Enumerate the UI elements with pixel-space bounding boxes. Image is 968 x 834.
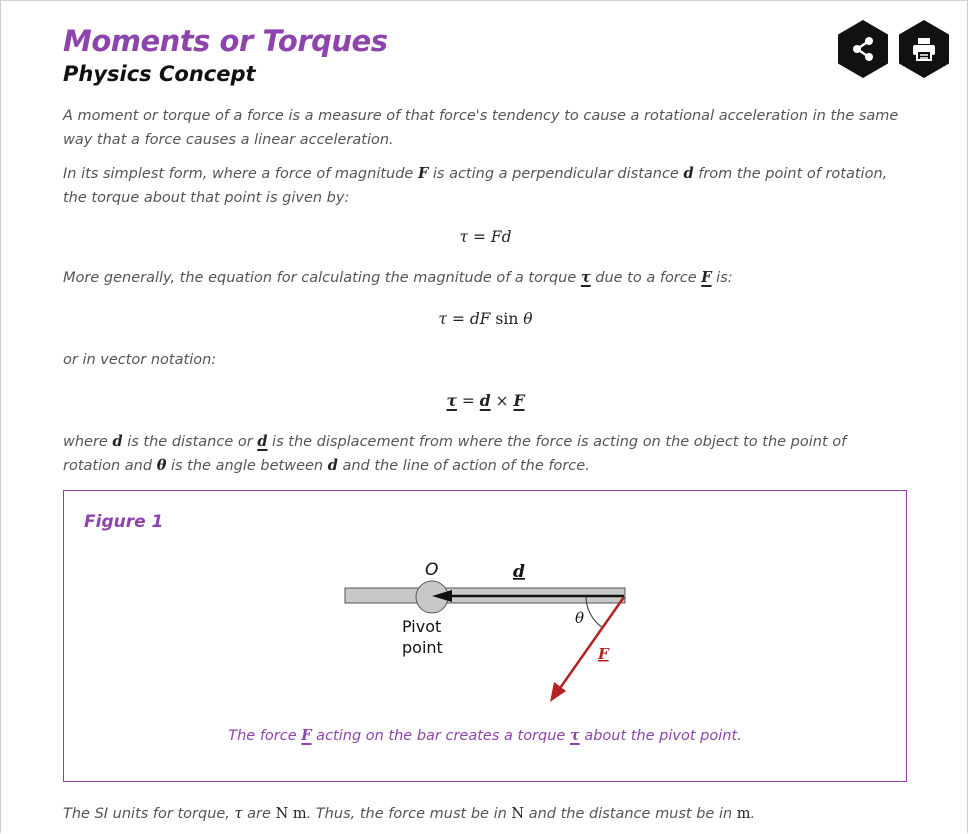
text-segment: is the angle between bbox=[166, 458, 328, 474]
text-segment: about the pivot point. bbox=[579, 728, 742, 744]
vec-d: d bbox=[257, 433, 268, 450]
label-theta: θ bbox=[575, 609, 585, 627]
text-segment: The force bbox=[228, 728, 302, 744]
eq-equals: = bbox=[446, 310, 470, 328]
torque-diagram bbox=[330, 550, 650, 710]
eq-cross: × bbox=[490, 392, 514, 410]
text-segment: is the displacement from where the force is acting on the object to the point of rotation and bbox=[63, 434, 847, 474]
text-segment: and the line of action of the force. bbox=[337, 458, 590, 474]
text-segment: More generally, the equation for calculating the magnitude of a torque bbox=[63, 270, 581, 286]
var-theta: θ bbox=[156, 457, 167, 474]
label-pivot-2: point bbox=[402, 638, 443, 657]
equation-sine bbox=[63, 310, 908, 328]
var-d: d bbox=[112, 433, 123, 450]
print-icon bbox=[910, 35, 938, 63]
eq-rhs: Fd bbox=[490, 228, 512, 246]
eq-lhs: τ bbox=[459, 228, 469, 246]
var-d: d bbox=[327, 457, 338, 474]
share-icon bbox=[850, 36, 876, 62]
page-subtitle: Physics Concept bbox=[63, 62, 256, 86]
vector-notation-label: or in vector notation: bbox=[63, 352, 217, 368]
unit-newton: N bbox=[511, 806, 525, 822]
vec-F: F bbox=[513, 391, 525, 410]
text-segment: is acting a perpendicular distance bbox=[428, 166, 684, 182]
eq-equals: = bbox=[456, 392, 480, 410]
figure-caption bbox=[63, 727, 907, 744]
label-O: O bbox=[425, 560, 439, 580]
page-title: Moments or Torques bbox=[63, 24, 388, 58]
vec-F: F bbox=[701, 269, 712, 286]
eq-lhs: τ bbox=[438, 310, 447, 328]
equation-scalar bbox=[63, 228, 908, 246]
text-segment: The SI units for torque, bbox=[63, 806, 235, 822]
eq-equals: = bbox=[468, 228, 491, 246]
vec-tau: τ bbox=[569, 727, 580, 744]
eq-rhs: dF bbox=[469, 310, 491, 328]
eq-theta: θ bbox=[523, 310, 533, 328]
force-arrow-line bbox=[558, 597, 624, 691]
label-pivot-1: Pivot bbox=[402, 617, 442, 636]
intro-paragraph: A moment or torque of a force is a measure of that force's tendency to cause a rotational acceleration in the same way that a force causes a linear acceleration. bbox=[63, 108, 899, 148]
equation-vector bbox=[63, 391, 908, 410]
var-tau: τ bbox=[234, 806, 243, 822]
vec-F: F bbox=[301, 727, 312, 744]
unit-metre: m bbox=[736, 806, 751, 822]
eq-sin: sin bbox=[490, 310, 524, 328]
text-segment: In its simplest form, where a force of magnitude bbox=[63, 166, 418, 182]
text-segment: and the distance must be in bbox=[524, 806, 737, 822]
vec-d: d bbox=[479, 391, 491, 410]
text-segment: . bbox=[750, 806, 756, 822]
var-F: F bbox=[417, 165, 429, 182]
text-segment: is the distance or bbox=[122, 434, 258, 450]
text-segment: due to a force bbox=[590, 270, 702, 286]
text-segment: is: bbox=[711, 270, 733, 286]
simplest-form-paragraph bbox=[63, 162, 908, 210]
figure-title: Figure 1 bbox=[84, 512, 164, 532]
definitions-paragraph bbox=[63, 430, 908, 478]
text-segment: . Thus, the force must be in bbox=[306, 806, 512, 822]
label-d: d bbox=[513, 562, 525, 582]
vec-tau: τ bbox=[580, 269, 591, 286]
vec-tau: τ bbox=[446, 391, 457, 410]
label-F: F bbox=[598, 645, 609, 663]
text-segment: from the point of rotation, the torque about that point is given by: bbox=[63, 166, 888, 206]
var-d: d bbox=[683, 165, 694, 182]
text-segment: where bbox=[63, 434, 113, 450]
general-paragraph bbox=[63, 266, 908, 290]
text-segment: are bbox=[242, 806, 276, 822]
si-units-paragraph bbox=[63, 802, 908, 826]
text-segment: acting on the bar creates a torque bbox=[311, 728, 570, 744]
unit-newton-metre: N m bbox=[275, 806, 307, 822]
